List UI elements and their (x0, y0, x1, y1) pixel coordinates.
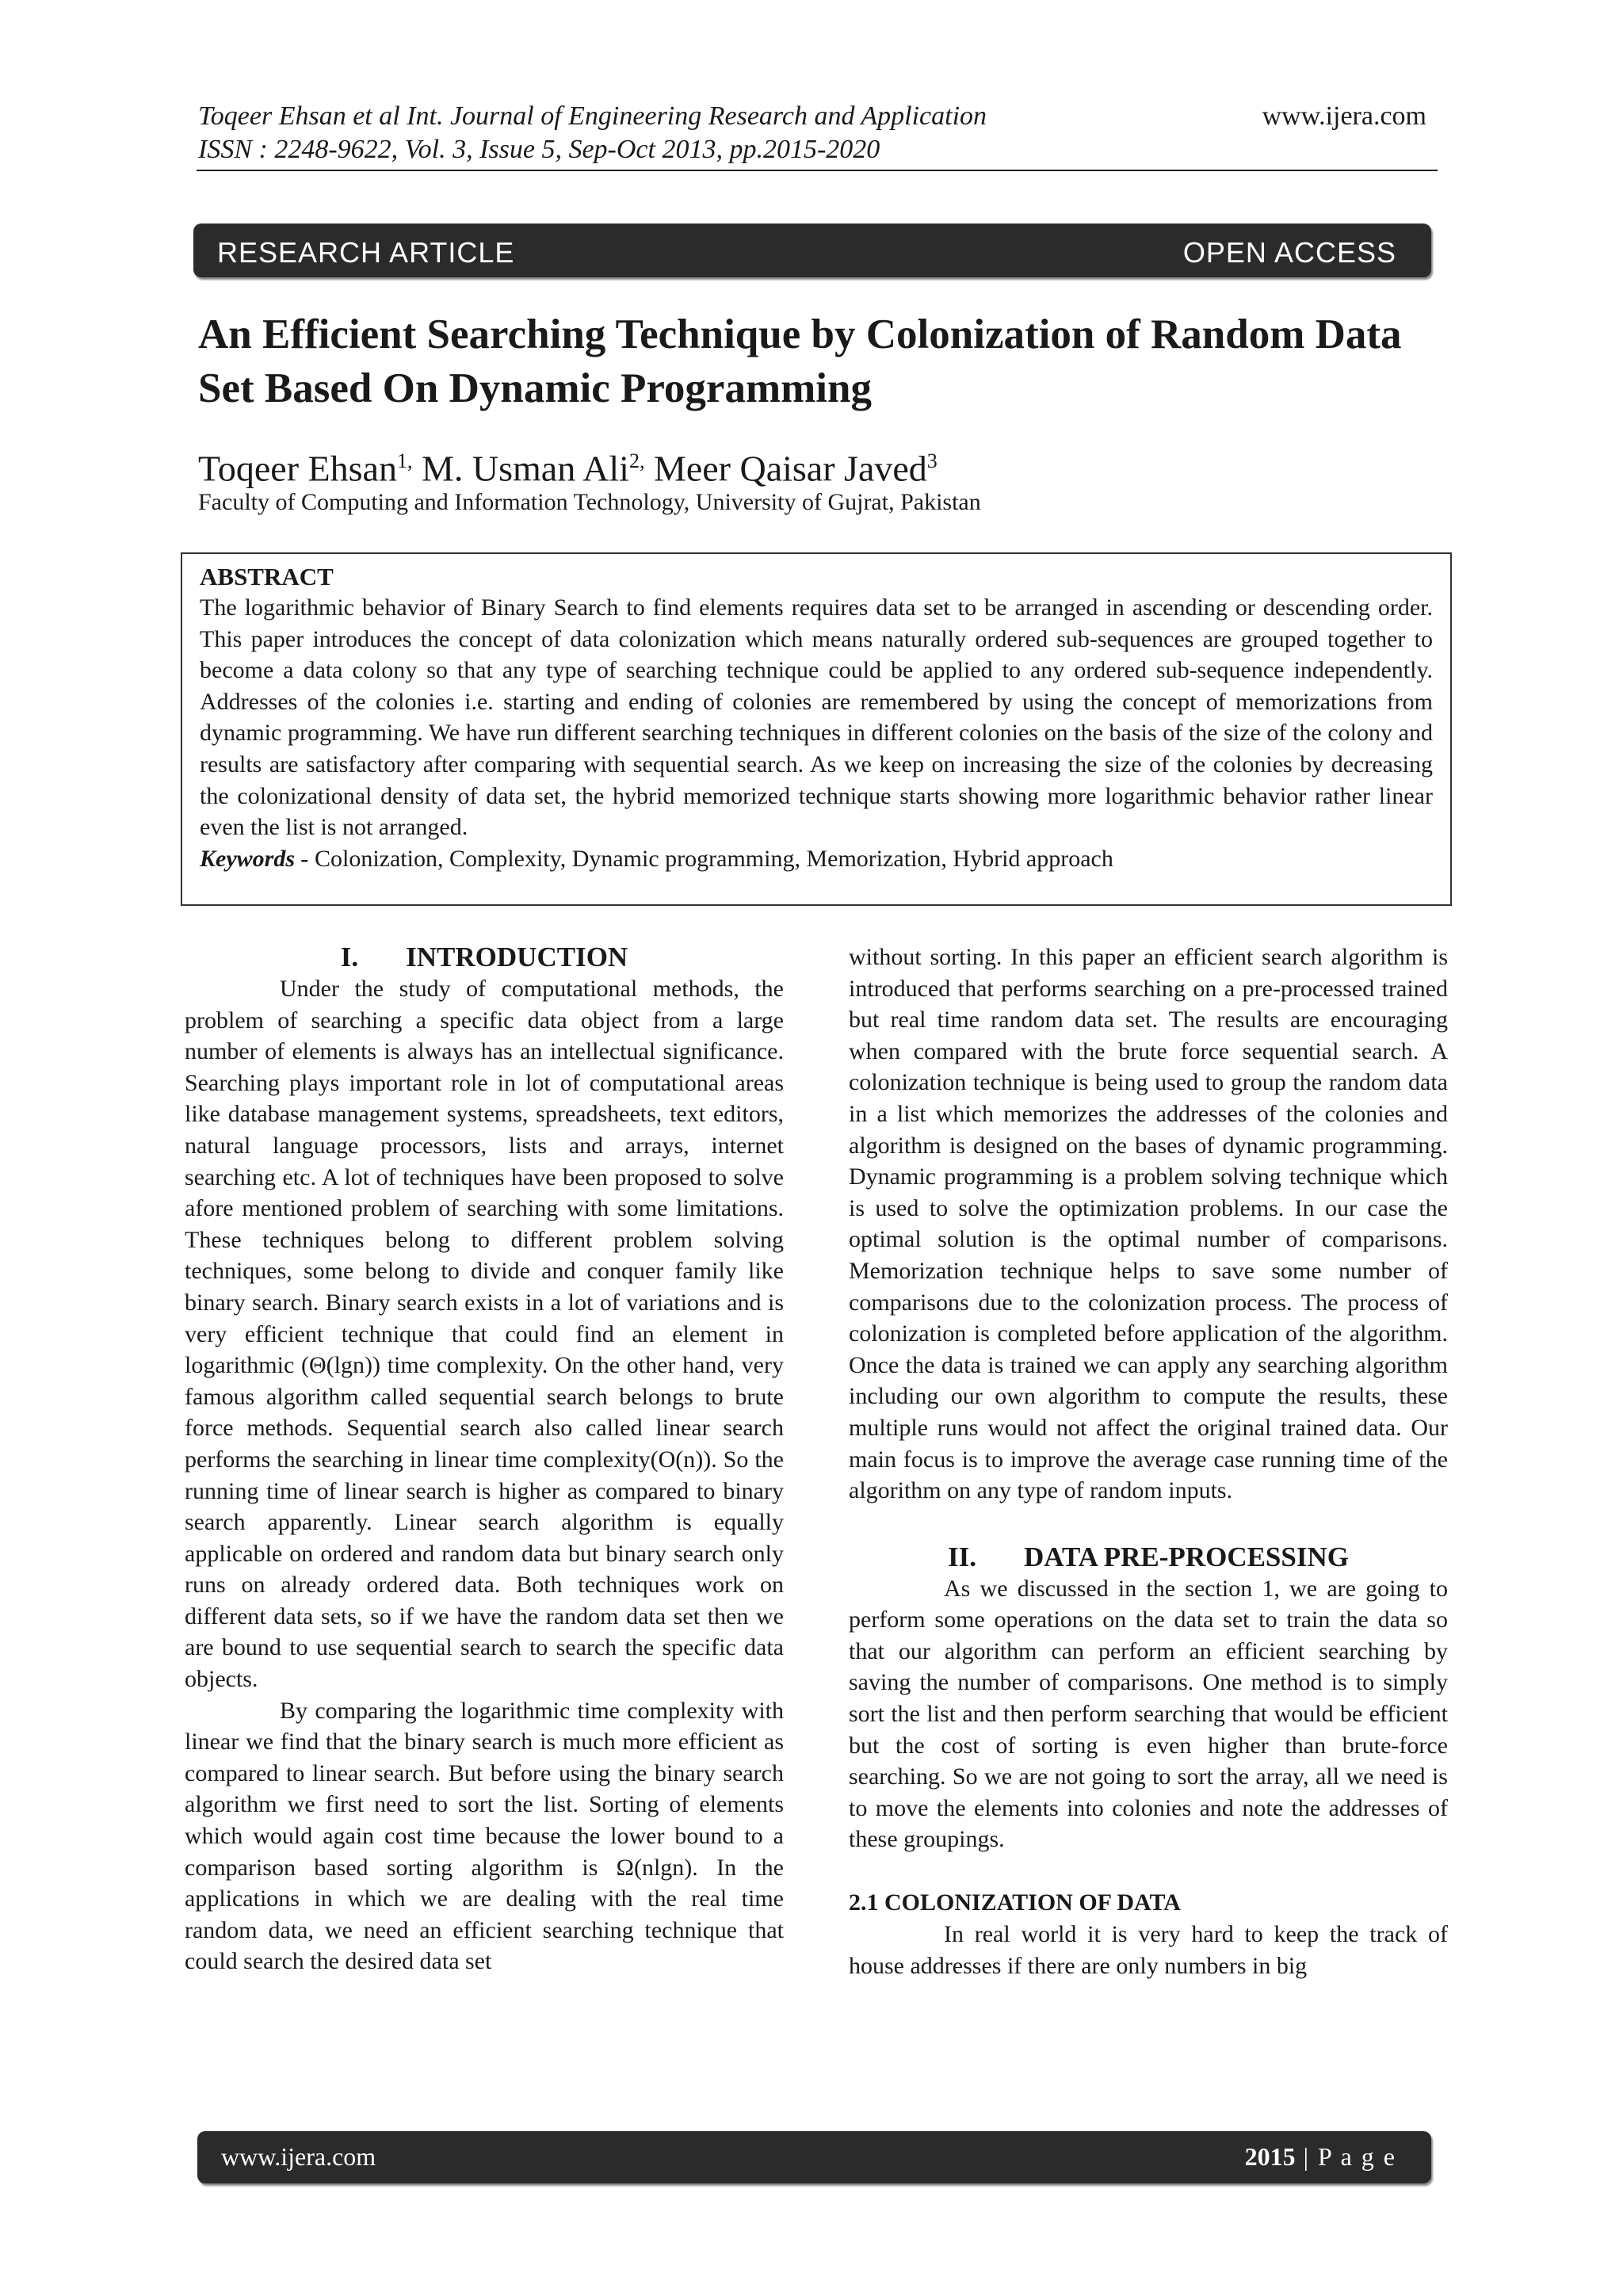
journal-website: www.ijera.com (1262, 101, 1426, 131)
footer-website: www.ijera.com (221, 2142, 376, 2171)
section-title: INTRODUCTION (406, 942, 628, 972)
section-title: DATA PRE-PROCESSING (1023, 1541, 1349, 1572)
header-divider (197, 170, 1438, 171)
paper-title: An Efficient Searching Technique by Colonization of Random Data Set Based On Dynamic Programming (198, 311, 1402, 411)
paragraph: Under the study of computational methods, the problem of searching a specific data object from a large number of elements is always has an intellectual significance. Searching plays important role in lot of computational areas like database management systems, spreadsheets, text editors, natural language processors, lists and arrays, internet searching etc. A lot of techniques have been proposed to solve afore mentioned problem of searching with some limitations. These techniques belong to different problem solving techniques, some belong to divide and conquer family like binary search. Binary search exists in a lot of variations and is very efficient technique that could find an element in logarithmic (Θ(lgn)) time complexity. On the other hand, very famous algorithm called sequential search belongs to brute force methods. Sequential search also called linear search performs the searching in linear time complexity(O(n)). So the running time of linear search is higher as compared to binary search apparently. Linear search algorithm is equally applicable on ordered and random data but binary search only runs on already ordered data. Both techniques work on different data sets, so if we have the random data set then we are bound to use sequential search to search the specific data objects. (185, 976, 784, 1693)
paragraph: By comparing the logarithmic time complexity with linear we find that the binary search is much more efficient as compared to linear search. But before using the binary search algorithm we first need to sort the list. Sorting of elements which would again cost time because the lower bound to a comparison based sorting algorithm is Ω(nlgn). In the applications in which we are dealing with the real time random data, we need an efficient searching technique that could search the desired data set (185, 1697, 784, 1975)
author-affiliation-mark: 3 (926, 449, 938, 472)
abstract-box (181, 552, 1452, 906)
abstract-text: The logarithmic behavior of Binary Search to find elements requires data set to be arranged in ascending or descending order. This paper introduces the concept of data colonization which means naturally ordered sub-sequences are grouped together to become a data colony so that any type of searching technique could be applied to any ordered sub-sequence independently. Addresses of the colonies i.e. starting and ending of colonies are remembered by using the concept of memorizations from dynamic programming. We have run different searching techniques in different colonies on the basis of the size of the colony and results are satisfactory after comparing with sequential search. As we keep on increasing the size of the colonies by decreasing the colonizational density of data set, the hybrid memorized technique starts showing more logarithmic behavior rather linear even the list is not arranged. (200, 594, 1433, 841)
research-article-label: RESEARCH ARTICLE (217, 236, 515, 269)
section-number: II. (947, 1541, 976, 1572)
keywords-label: Keywords - (200, 845, 315, 872)
paragraph: As we discussed in the section 1, we are going to perform some operations on the data set to train the data so that our algorithm can perform an efficient searching by saving the number of comparisons. One method is to simply sort the list and then perform searching that would be efficient but the cost of sorting is even higher than brute-force searching. So we are not going to sort the array, all we need is to move the elements into colonies and note the addresses of these groupings. (849, 1575, 1448, 1853)
section-heading-introduction (185, 942, 784, 973)
author-list (198, 439, 938, 491)
author-affiliation-mark: 1, (396, 449, 413, 472)
page-footer (197, 2131, 1431, 2183)
section-number: I. (340, 942, 359, 972)
page-number (1245, 2142, 1396, 2172)
left-column (185, 942, 784, 1977)
page-label: | P a g e (1295, 2142, 1396, 2171)
abstract-heading: ABSTRACT (200, 563, 334, 590)
section-heading-data-preprocessing (849, 1541, 1448, 1573)
open-access-label: OPEN ACCESS (1182, 236, 1396, 269)
paragraph: In real world it is very hard to keep the track of house addresses if there are only numbers in big (849, 1921, 1448, 1979)
author-affiliation: Faculty of Computing and Information Technology, University of Gujrat, Pakistan (198, 489, 981, 515)
author-affiliation-mark: 2, (628, 449, 645, 472)
subsection-heading: 2.1 COLONIZATION OF DATA (849, 1889, 1181, 1916)
paragraph: without sorting. In this paper an efficient search algorithm is introduced that performs searching on a pre-processed trained but real time random data set. The results are encouraging when compared with the brute force sequential search. A colonization technique is being used to group the random data in a list which memorizes the addresses of the colonies and algorithm is designed on the bases of dynamic programming. Dynamic programming is a problem solving technique which is used to solve the optimization problems. In our case the optimal solution is the optimal number of comparisons. Memorization technique helps to save some number of comparisons due to the colonization process. The process of colonization is completed before application of the algorithm. Once the data is trained we can apply any searching algorithm including our own algorithm to compute the results, these multiple runs would not affect the original trained data. Our main focus is to improve the average case running time of the algorithm on any type of random inputs. (849, 944, 1448, 1504)
author-name: Toqeer Ehsan (198, 448, 397, 489)
right-column (849, 942, 1448, 1981)
author-name: M. Usman Ali (421, 448, 629, 489)
journal-citation-line: Toqeer Ehsan et al Int. Journal of Engineering Research and Application (198, 101, 987, 131)
journal-issn-line: ISSN : 2248-9622, Vol. 3, Issue 5, Sep-Oct 2013, pp.2015-2020 (198, 135, 880, 164)
article-type-banner (193, 223, 1431, 277)
page-number-value: 2015 (1244, 2142, 1296, 2171)
keywords-line (200, 843, 1433, 875)
author-name: Meer Qaisar Javed (653, 448, 927, 489)
keywords-text: Colonization, Complexity, Dynamic programming, Memorization, Hybrid approach (315, 845, 1113, 872)
